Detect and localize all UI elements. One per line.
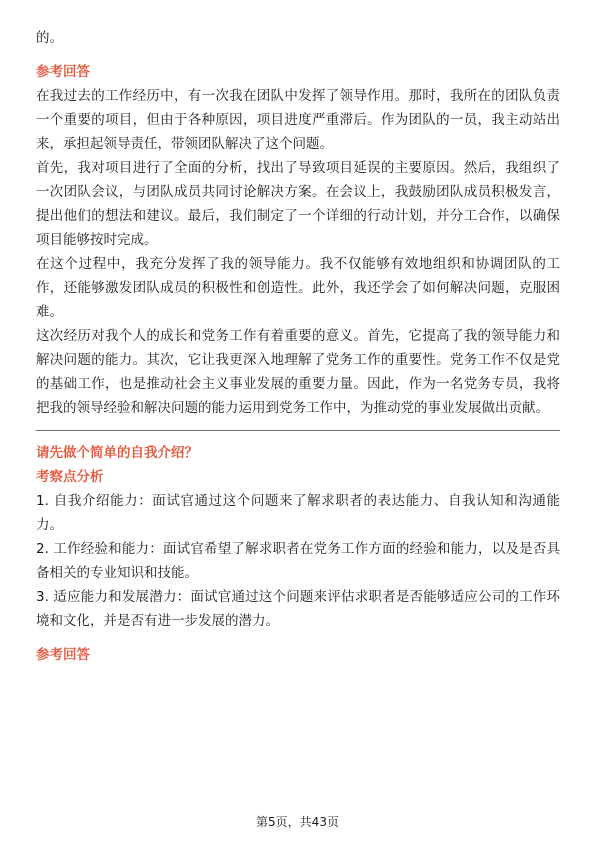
analysis-point: 1. 自我介绍能力：面试官通过这个问题来了解求职者的表达能力、自我认知和沟通能力。: [36, 493, 560, 533]
answer-paragraph: 首先，我对项目进行了全面的分析，找出了导致项目延误的主要原因。然后，我组织了一次团队会议，与团队成员共同讨论解决方案。在会议上，我鼓励团队成员积极发言，提出他们的想法和建议。最后，我们制定了一个详细的行动计划，并分工合作，以确保项目能够按时完成。: [36, 160, 560, 248]
continued-text: 的。: [36, 30, 63, 46]
answer-paragraph: 在我过去的工作经历中，有一次我在团队中发挥了领导作用。那时，我所在的团队负责一个重要的项目，但由于各种原因，项目进度严重滞后。作为团队的一员，我主动站出来，承担起领导责任，带领团队解决了这个问题。: [36, 88, 560, 152]
analysis-point: 2. 工作经验和能力：面试官希望了解求职者在党务工作方面的经验和能力，以及是否具备相关的专业知识和技能。: [36, 541, 560, 581]
answer-paragraph: 这次经历对我个人的成长和党务工作有着重要的意义。首先，它提高了我的领导能力和解决问题的能力。其次，它让我更深入地理解了党务工作的重要性。党务工作不仅是党的基础工作，也是推动社会主义事业发展的重要力量。因此，作为一名党务专员，我将把我的领导经验和解决问题的能力运用到党务工作中，为推动党的事业发展做出贡献。: [36, 328, 560, 416]
answer-paragraph: 在这个过程中，我充分发挥了我的领导能力。我不仅能够有效地组织和协调团队的工作，还能够激发团队成员的积极性和创造性。此外，我还学会了如何解决问题，克服困难。: [36, 256, 560, 320]
section-divider: [36, 430, 560, 431]
answer-heading: 参考回答: [36, 647, 90, 663]
page-content: [36, 26, 560, 667]
question-title: 请先做个简单的自我介绍？: [36, 445, 198, 461]
page-number: 第5页，共43页: [256, 815, 339, 829]
analysis-heading: 考察点分析: [36, 469, 104, 485]
answer-heading: 参考回答: [36, 64, 90, 80]
analysis-point: 3. 适应能力和发展潜力：面试官通过这个问题来评估求职者是否能够适应公司的工作环境和文化，并是否有进一步发展的潜力。: [36, 589, 560, 629]
